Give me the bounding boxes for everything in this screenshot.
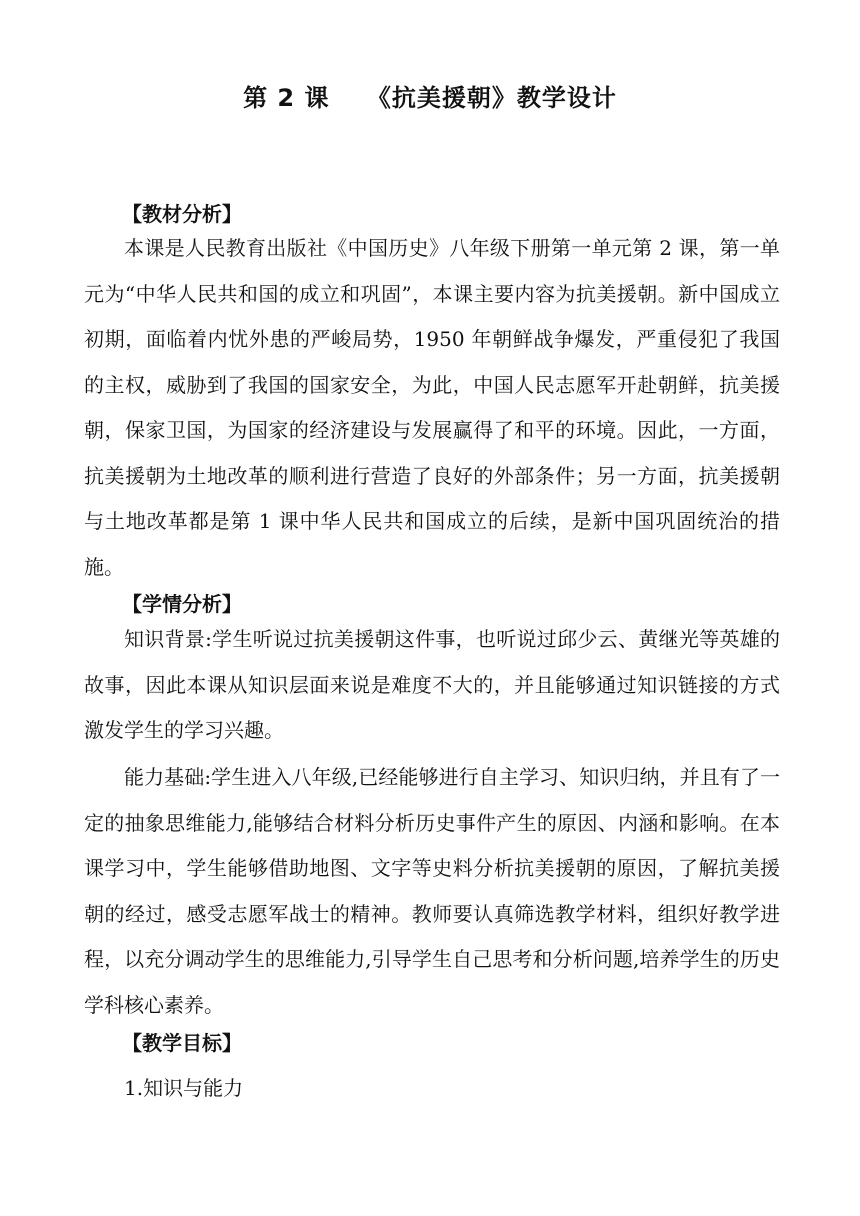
section-heading-textbook-analysis: 【教材分析】 [122,202,242,226]
paragraph-ability-foundation: 能力基础:学生进入八年级,已经能够进行自主学习、知识归纳，并且有了一定的抽象思维能力,能够结合材料分析历史事件产生的原因、内涵和影响。在本课学习中，学生能够借助地图、文字等史料分析抗美援朝的原因，了解抗美援朝的经过，感受志愿军战士的精神。教师要认真筛选教学材料，组织好教学进程，以充分调动学生的思维能力,引导学生自己思考和分析问题,培养学生的历史学科核心素养。 [84,765,780,1017]
section-heading-learner-analysis: 【学情分析】 [122,592,242,616]
paragraph-knowledge-background: 知识背景:学生听说过抗美援朝这件事，也听说过邱少云、黄继光等英雄的故事，因此本课从知识层面来说是难度不大的，并且能够通过知识链接的方式激发学生的学习兴趣。 [84,627,780,742]
paragraph-textbook-analysis: 本课是人民教育出版社《中国历史》八年级下册第一单元第 2 课，第一单元为“中华人民共和国的成立和巩固”，本课主要内容为抗美援朝。新中国成立初期，面临着内忧外患的严峻局势，1950 年朝鲜战争爆发，严重侵犯了我国的主权，威胁到了我国的国家安全，为此，中国人民志愿军开赴朝鲜，抗美援朝，保家卫国，为国家的经济建设与发展赢得了和平的环境。因此，一方面，抗美援朝为土地改革的顺利进行营造了良好的外部条件；另一方面，抗美援朝与土地改革都是第 1 课中华人民共和国成立的后续，是新中国巩固统治的措施。 [84,236,780,579]
document-title: 第 2 课 《抗美援朝》教学设计 [243,84,617,112]
subheading-knowledge-ability: 1.知识与能力 [124,1076,244,1100]
section-heading-teaching-objectives: 【教学目标】 [122,1031,242,1055]
